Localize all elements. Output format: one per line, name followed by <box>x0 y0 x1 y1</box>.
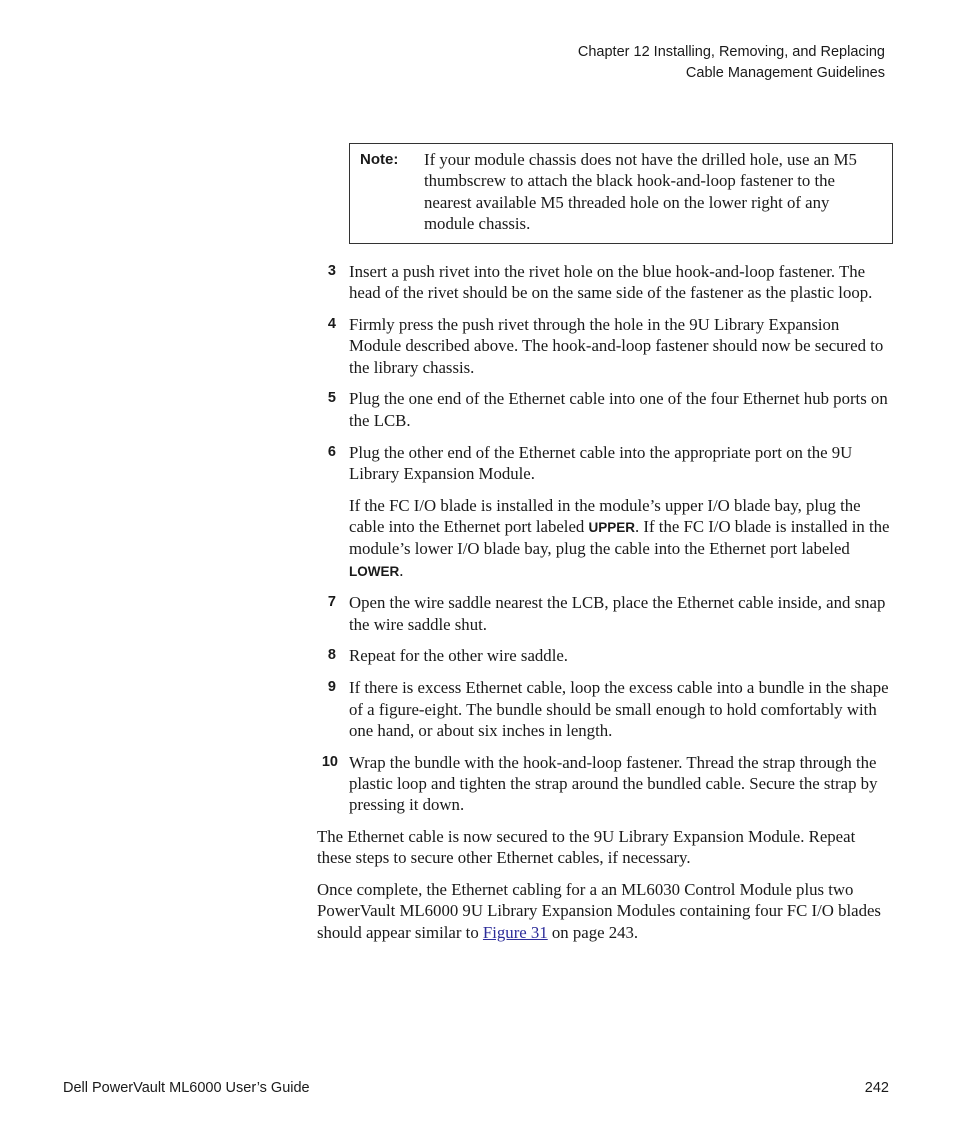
summary-paragraph: The Ethernet cable is now secured to the 9U Library Expansion Module. Repeat these steps to secure other Ethernet cables, if necessary. <box>317 827 856 868</box>
closing-text: on page 243. <box>547 922 639 942</box>
detail-text: . <box>399 560 404 580</box>
note-label: Note: <box>360 151 399 168</box>
step-8 <box>317 645 892 666</box>
running-footer <box>63 1080 889 1096</box>
step-list <box>317 261 892 954</box>
step-number: 6 <box>327 443 336 460</box>
step-4 <box>317 314 892 378</box>
step-text: Firmly press the push rivet through the hole in the 9U Library Expansion Module described above. The hook-and-loop fastener should now be secured to the library chassis. <box>349 315 884 377</box>
note-text: If your module chassis does not have the drilled hole, use an M5 thumbscrew to attach the black hook-and-loop fastener to the nearest available M5 threaded hole on the lower right of any module chassis. <box>424 150 857 233</box>
closing-text: Once complete, the Ethernet cabling for a an ML6030 Control Module plus two PowerVault ML6000 9U Library Expansion Modules containing four FC I/O blades should appear similar to <box>317 880 881 942</box>
port-label-lower: LOWER <box>349 563 400 579</box>
step-text: Plug the other end of the Ethernet cable into the appropriate port on the 9U Library Expansion Module. <box>349 442 853 483</box>
header-section: Cable Management Guidelines <box>685 64 885 81</box>
step-number: 7 <box>327 594 336 611</box>
detail-text: . If the FC I/O blade is installed in the module’s lower I/O blade bay, plug the cable into the Ethernet port labeled <box>349 516 890 559</box>
note-box <box>349 143 893 244</box>
step-number: 8 <box>327 647 336 664</box>
step-text: Open the wire saddle nearest the LCB, place the Ethernet cable inside, and snap the wire saddle shut. <box>349 593 886 634</box>
closing-paragraph <box>317 879 892 943</box>
step-text: Plug the one end of the Ethernet cable into one of the four Ethernet hub ports on the LCB. <box>349 389 888 430</box>
step-6-detail <box>349 495 892 582</box>
step-9 <box>317 677 892 741</box>
footer-title: Dell PowerVault ML6000 User’s Guide <box>63 1080 310 1096</box>
step-text: Wrap the bundle with the hook-and-loop fastener. Thread the strap through the plastic loop and tighten the strap around the bundled cable. Secure the strap by pressing it down. <box>349 752 878 815</box>
step-text: If there is excess Ethernet cable, loop the excess cable into a bundle in the shape of a figure-eight. The bundle should be small enough to hold comfortably with one hand, or about six inches in length. <box>349 678 889 740</box>
step-number: 9 <box>327 679 336 696</box>
figure-31-link[interactable]: Figure 31 <box>482 922 548 942</box>
step-5 <box>317 388 892 431</box>
step-7 <box>317 592 892 635</box>
step-text: Repeat for the other wire saddle. <box>349 646 569 666</box>
step-number: 10 <box>321 753 338 770</box>
header-chapter: Chapter 12 Installing, Removing, and Replacing <box>577 44 885 60</box>
step-number: 4 <box>327 316 336 333</box>
step-text: Insert a push rivet into the rivet hole on the blue hook-and-loop fastener. The head of the rivet should be on the same side of the fastener as the plastic loop. <box>349 262 873 303</box>
running-header <box>578 42 885 83</box>
step-10 <box>317 752 892 816</box>
step-6 <box>317 442 892 582</box>
detail-text: If the FC I/O blade is installed in the module’s upper I/O blade bay, plug the cable into the Ethernet port labeled <box>349 495 861 536</box>
step-number: 3 <box>327 263 336 279</box>
page-number: 242 <box>864 1080 889 1096</box>
port-label-upper: UPPER <box>588 519 636 535</box>
step-3 <box>317 261 892 304</box>
step-number: 5 <box>327 390 336 407</box>
